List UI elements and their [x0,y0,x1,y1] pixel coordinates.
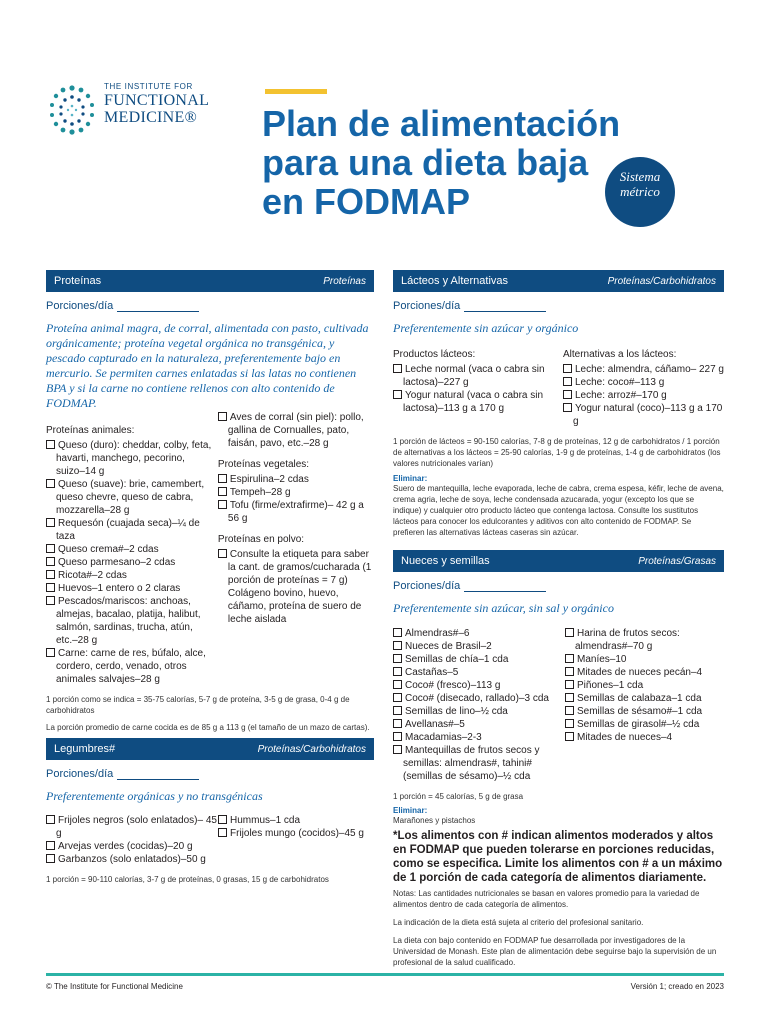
porciones-label: Porciones/día [46,768,114,780]
list-heading: Alternativas a los lácteos: [563,349,677,360]
checklist-item[interactable]: Semillas de chía–1 cda [393,653,565,666]
preference-text: Preferentemente sin azúcar, sin sal y orgánico [393,601,614,615]
porciones-blank[interactable] [117,770,199,780]
serving-note: La porción promedio de carne cocida es de 85 g a 113 g (el tamaño de un mazo de cartas). [46,723,370,732]
checklist-item[interactable]: Yogur natural (coco)–113 g a 170 g [563,402,724,428]
eliminate-text: Marañones y pistachos [393,816,476,825]
footnote: Notas: Las cantidades nutricionales se basan en valores promedio para la variedad de alimentos dentro de cada categoría de alimentos. [393,889,700,909]
logo-text-line2: FUNCTIONAL [104,92,210,109]
section-title: Nueces y semillas [401,555,490,567]
logo-text-line1: THE INSTITUTE FOR [104,82,193,91]
serving-note: 1 porción de lácteos = 90-150 calorías, 7-8 g de proteínas, 12 g de carbohidratos / 1 porción de alternativas a los lácteos = 25-90 calorías, 1-9 g de proteínas, 1-4 g de carbohidratos (los valores nutricionales varían) [393,437,721,468]
section-title: Lácteos y Alternativas [401,275,509,287]
section-header [46,270,374,292]
footnote: La indicación de la dieta está sujeta al criterio del profesional sanitario. [393,918,644,927]
checklist-item[interactable]: Mitades de nueces pecán–4 [565,666,724,679]
porciones-blank[interactable] [117,302,199,312]
checklist-item[interactable]: Hummus–1 cda [218,814,374,827]
checklist-item[interactable]: Requesón (cuajada seca)–¼ de taza [46,517,214,543]
checklist-item[interactable]: Carne: carne de res, búfalo, alce, cordero, cerdo, venado, otros animales salvajes–28 g [46,647,214,686]
animal-protein-list [46,424,214,686]
porciones-blank[interactable] [464,582,546,592]
checklist-item[interactable]: Huevos–1 entero o 2 claras [46,582,214,595]
porciones-field[interactable] [46,300,374,312]
porciones-field[interactable] [393,580,724,592]
other-protein-list [218,411,374,686]
checklist-item[interactable]: Leche normal (vaca o cabra sin lactosa)–227 g [393,363,563,389]
checklist-item[interactable]: Semillas de calabaza–1 cda [565,692,724,705]
legume-list-right [218,814,374,866]
eliminate-label: Eliminar: [393,474,428,483]
checklist-item[interactable]: Piñones–1 cda [565,679,724,692]
checklist-item[interactable]: Leche: arroz#–170 g [563,389,724,402]
checklist-item[interactable]: Coco# (fresco)–113 g [393,679,565,692]
porciones-label: Porciones/día [393,580,461,592]
section-category: Proteínas/Carbohidratos [257,743,366,755]
checklist-item[interactable]: Queso parmesano–2 cdas [46,556,214,569]
checklist-item[interactable]: Coco# (disecado, rallado)–3 cda [393,692,565,705]
checklist-item[interactable]: Semillas de sésamo#–1 cda [565,705,724,718]
porciones-field[interactable] [393,300,724,312]
checklist-item[interactable]: Semillas de lino–½ cda [393,705,565,718]
eliminate-text: Suero de mantequilla, leche evaporada, leche de cabra, crema espesa, kéfir, leche de avena, crema agria, leche de soya, leche condensada azucarada, yogur (excepto los que se indique) y cualquier otro producto lácteo que contenga lactosa. Consulte los sustitutos lácteos para conocer los edulcorantes y aditivos con alto contenido de FODMAP. Se prefieren las alternativas lácteas caseras sin azúcar. [393,484,724,537]
checklist-item[interactable]: Frijoles negros (solo enlatados)– 45 g [46,814,218,840]
list-heading: Proteínas en polvo: [217,534,305,545]
checklist-item[interactable]: Aves de corral (sin piel): pollo, gallina de Cornualles, pato, faisán, pavo, etc.–28 g [218,411,374,450]
checklist-item[interactable]: Queso (suave): brie, camembert, queso chevre, queso de cabra, mozzarella–28 g [46,478,214,517]
preference-text: Preferentemente orgánicas y no transgénicas [46,789,263,803]
footer-divider [46,973,724,976]
checklist-item[interactable]: Semillas de girasol#–½ cda [565,718,724,731]
checklist-item[interactable]: Mantequillas de frutos secos y semillas: almendras#, tahini# (semillas de sésamo)–½ cda [393,744,565,783]
footer-copyright: © The Institute for Functional Medicine [46,982,183,991]
section-legumbres [46,738,374,885]
section-category: Proteínas [323,275,366,287]
checklist-item[interactable]: Garbanzos (solo enlatados)–50 g [46,853,218,866]
section-header [46,738,374,760]
porciones-blank[interactable] [464,302,546,312]
checklist-item[interactable]: Yogur natural (vaca o cabra sin lactosa)–113 g a 170 g [393,389,563,415]
section-category: Proteínas/Grasas [638,555,716,567]
list-heading: Proteínas animales: [46,425,135,436]
checklist-item[interactable]: Nueces de Brasil–2 [393,640,565,653]
page-title: Plan de alimentación para una dieta baja en FODMAP [262,103,621,222]
checklist-item[interactable]: Queso (duro): cheddar, colby, feta, havarti, manchego, pecorino, suizo–14 g [46,439,214,478]
porciones-field[interactable] [46,768,374,780]
logo-mark-icon [46,82,98,140]
checklist-item[interactable]: Consulte la etiqueta para saber la cant. de gramos/cucharada (1 porción de proteínas = 7 g) Colágeno bovino, huevo, cáñamo, proteína de suero de leche aislada [218,548,374,626]
porciones-label: Porciones/día [46,300,114,312]
checklist-item[interactable]: Queso crema#–2 cdas [46,543,214,556]
checklist-item[interactable]: Harina de frutos secos: almendras#–70 g [565,627,724,653]
section-header [393,550,724,572]
checklist-item[interactable]: Castañas–5 [393,666,565,679]
list-heading: Productos lácteos: [393,349,476,360]
dairy-alternatives-list [563,348,724,428]
section-nueces [393,550,724,826]
serving-note: 1 porción = 45 calorías, 5 g de grasa [393,792,524,801]
section-category: Proteínas/Carbohidratos [607,275,716,287]
section-proteinas [46,270,374,733]
checklist-item[interactable]: Macadamias–2-3 [393,731,565,744]
legume-list-left [46,814,218,866]
checklist-item[interactable]: Leche: coco#–113 g [563,376,724,389]
ifm-logo [46,82,236,142]
checklist-item[interactable]: Avellanas#–5 [393,718,565,731]
checklist-item[interactable]: Frijoles mungo (cocidos)–45 g [218,827,374,840]
fodmap-hash-note: *Los alimentos con # indican alimentos moderados y altos en FODMAP que pueden tolerarse en porciones reducidas, como se especifica. Limite los alimentos con # a un máximo de 1 porción de cada categoría de alimentos diariamente. [393,830,723,884]
footnotes [393,888,723,975]
checklist-item[interactable]: Almendras#–6 [393,627,565,640]
checklist-item[interactable]: Mitades de nueces–4 [565,731,724,744]
title-accent-bar [265,89,327,94]
preference-text: Proteína animal magra, de corral, alimentada con pasto, cultivada orgánicamente; proteína vegetal orgánica no transgénica, y pescado capturado en la naturaleza, preferentemente bajo en mercurio. Se permiten carnes enlatadas si las latas no contienen BPA y si la carne no contiene rellenos con alto contenido de FODMAP. [46,321,369,410]
checklist-item[interactable]: Espirulina–2 cdas [218,473,374,486]
eliminate-label: Eliminar: [393,806,428,815]
preference-text: Preferentemente sin azúcar y orgánico [393,321,579,335]
section-header [393,270,724,292]
section-lacteos [393,270,724,538]
metric-badge: Sistema métrico [605,157,675,227]
nuts-list-right [565,627,724,783]
nuts-list-left [393,627,565,783]
checklist-item[interactable]: Leche: almendra, cáñamo– 227 g [563,363,724,376]
footer-version: Versión 1; creado en 2023 [630,982,724,991]
logo-text-line3: MEDICINE® [104,109,198,126]
serving-note: 1 porción = 90-110 calorías, 3-7 g de proteínas, 0 grasas, 15 g de carbohidratos [46,875,329,884]
checklist-item[interactable]: Tempeh–28 g [218,486,374,499]
section-title: Proteínas [54,275,102,287]
checklist-item[interactable]: Tofu (firme/extrafirme)– 42 g a 56 g [218,499,374,525]
serving-note: 1 porción como se indica = 35-75 calorías, 5-7 g de proteína, 3-5 g de grasa, 0-4 g de carbohidratos [46,695,350,715]
checklist-item[interactable]: Maníes–10 [565,653,724,666]
list-heading: Proteínas vegetales: [217,459,310,470]
footnote: La dieta con bajo contenido en FODMAP fue desarrollada por investigadores de la Universidad de Monash. Este plan de alimentación debe seguirse bajo la supervisión de un profesional de la salud cualificado. [393,936,717,967]
porciones-label: Porciones/día [393,300,461,312]
dairy-list [393,348,563,428]
checklist-item[interactable]: Pescados/mariscos: anchoas, almejas, bacalao, platija, halibut, salmón, sardinas, trucha, atún, etc.–28 g [46,595,214,647]
checklist-item[interactable]: Arvejas verdes (cocidas)–20 g [46,840,218,853]
section-title: Legumbres# [54,743,116,755]
checklist-item[interactable]: Ricota#–2 cdas [46,569,214,582]
